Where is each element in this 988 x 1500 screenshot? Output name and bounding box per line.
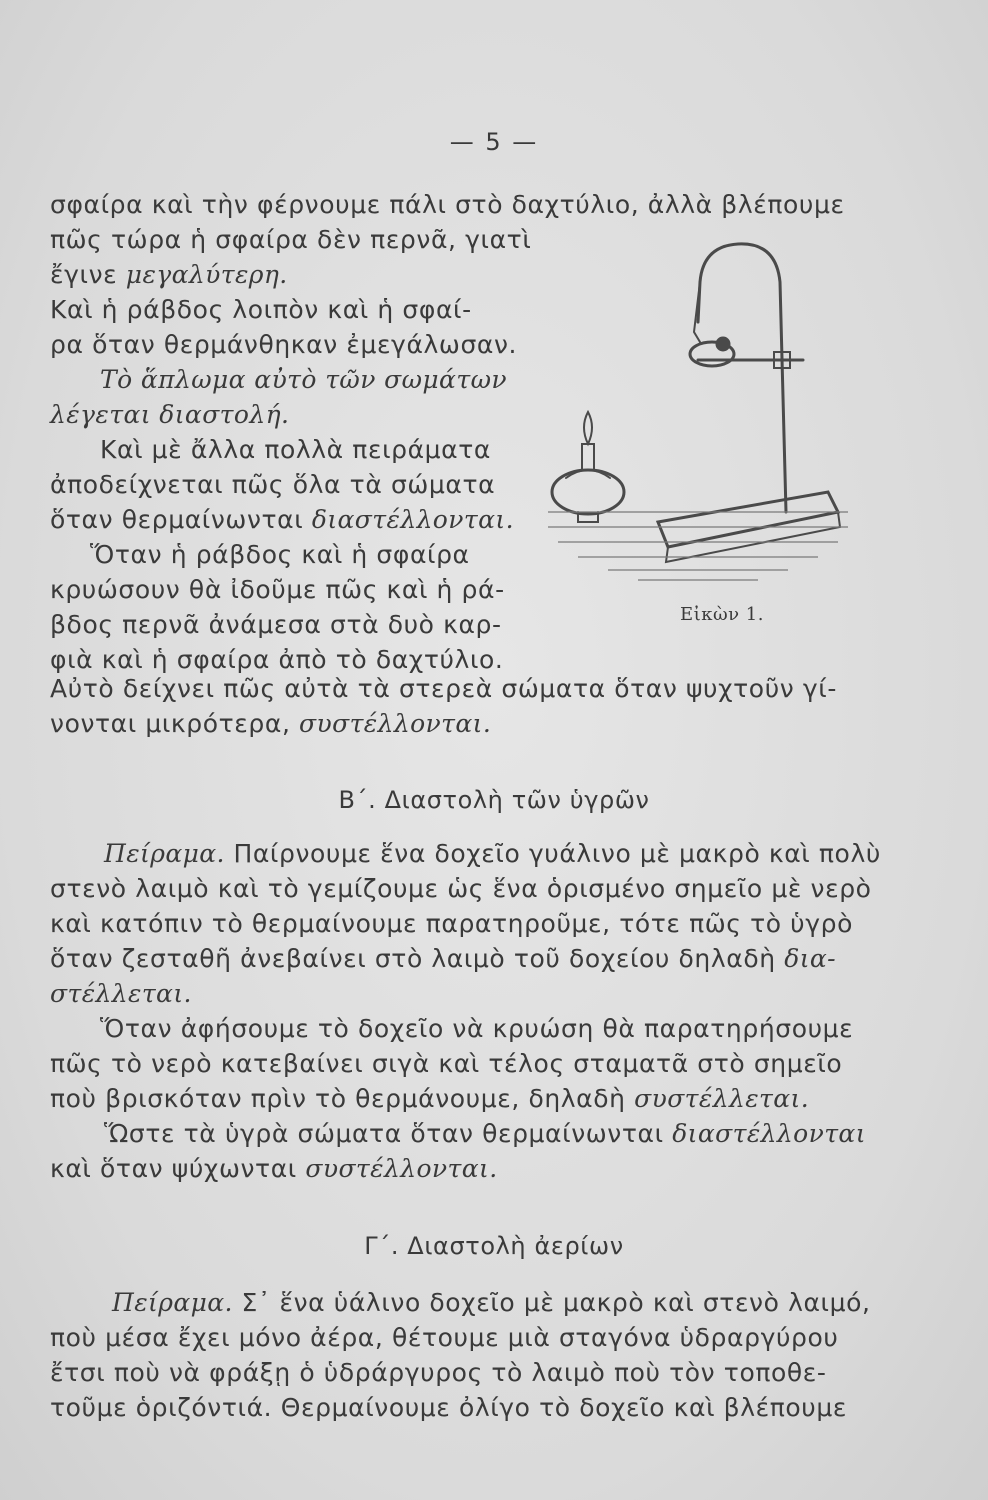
- section-heading: Γ΄. Διαστολὴ ἀερίων: [364, 1232, 624, 1260]
- italic-term: μεγαλύτερη.: [125, 260, 288, 289]
- italic-term: Πείραμα.: [112, 1288, 233, 1317]
- text-fragment: ὅταν θερμαίνωνται: [50, 505, 312, 534]
- text-line: [50, 1082, 809, 1116]
- text-line: ἀποδείχνεται πῶς ὅλα τὰ σώματα: [50, 470, 496, 499]
- text-fragment: ὅταν ζεσταθῆ ἀνεβαίνει στὸ λαιμὸ τοῦ δοχείου δηλαδὴ: [50, 944, 785, 973]
- italic-term: δια-: [784, 944, 837, 973]
- text-fragment: Παίρνουμε ἕνα δοχεῖο γυάλινο μὲ μακρὸ καὶ πολὺ: [233, 839, 881, 868]
- text-line-italic: [50, 977, 192, 1011]
- text-fragment: Ὥστε τὰ ὑγρὰ σώματα ὅταν θερμαίνωνται: [104, 1119, 673, 1148]
- figure-apparatus: [548, 222, 858, 614]
- italic-term: συστέλλεται.: [634, 1084, 810, 1113]
- text-line: πῶς τώρα ἡ σφαίρα δὲν περνᾶ, γιατὶ: [50, 225, 532, 254]
- text-line: Ὅταν ἀφήσουμε τὸ δοχεῖο νὰ κρυώση θὰ παρατηρήσουμε: [100, 1014, 854, 1043]
- text-fragment: νονται μικρότερα,: [50, 709, 300, 738]
- text-line: ρα ὅταν θερμάνθηκαν ἐμεγάλωσαν.: [50, 330, 518, 359]
- page-number: — 5 —: [449, 128, 539, 156]
- text-line: Αὐτὸ δείχνει πῶς αὐτὰ τὰ στερεὰ σώματα ὅταν ψυχτοῦν γί-: [50, 674, 837, 703]
- section-heading: Β΄. Διαστολὴ τῶν ὑγρῶν: [338, 786, 650, 814]
- text-line: στενὸ λαιμὸ καὶ τὸ γεμίζουμε ὡς ἕνα ὁρισμένο σημεῖο μὲ νερὸ: [50, 874, 872, 903]
- text-line: βδος περνᾶ ἀνάμεσα στὰ δυὸ καρ-: [50, 610, 502, 639]
- text-line: Καὶ μὲ ἄλλα πολλὰ πειράματα: [100, 435, 491, 464]
- text-line: πῶς τὸ νερὸ κατεβαίνει σιγὰ καὶ τέλος σταματᾶ στὸ σημεῖο: [50, 1049, 843, 1078]
- italic-term: συστέλλονται.: [299, 709, 492, 738]
- figure-caption: Εἰκὼν 1.: [680, 604, 764, 625]
- text-line: τοῦμε ὁριζόντιά. Θερμαίνουμε ὀλίγο τὸ δοχεῖο καὶ βλέπουμε: [50, 1393, 847, 1422]
- text-line: [50, 707, 491, 741]
- italic-term: στέλλεται.: [50, 979, 192, 1008]
- text-line: ἔτσι ποὺ νὰ φράξῃ ὁ ὑδράργυρος τὸ λαιμὸ ποὺ τὸν τοποθε-: [50, 1358, 827, 1387]
- text-line: [104, 1117, 866, 1151]
- text-line: [50, 942, 862, 976]
- italic-term: συστέλλονται.: [305, 1154, 498, 1183]
- text-line: καὶ κατόπιν τὸ θερμαίνουμε παρατηροῦμε, τότε πῶς τὸ ὑγρὸ: [50, 909, 854, 938]
- italic-term: διαστέλλονται.: [311, 505, 514, 534]
- text-line: [112, 1286, 871, 1320]
- text-line: [104, 837, 881, 871]
- text-line-italic: λέγεται διαστολή.: [50, 400, 290, 429]
- apparatus-illustration: [548, 222, 858, 614]
- text-fragment: καὶ ὅταν ψύχωνται: [50, 1154, 306, 1183]
- text-line: φιὰ καὶ ἡ σφαίρα ἀπὸ τὸ δαχτύλιο.: [50, 645, 504, 674]
- text-line: Καὶ ἡ ράβδος λοιπὸν καὶ ἡ σφαί-: [50, 295, 472, 324]
- text-fragment: ποὺ βρισκόταν πρὶν τὸ θερμάνουμε, δηλαδὴ: [50, 1084, 635, 1113]
- text-line: κρυώσουν θὰ ἰδοῦμε πῶς καὶ ἡ ρά-: [50, 575, 505, 604]
- text-fragment: ἔγινε: [50, 260, 126, 289]
- text-fragment: Σ᾽ ἕνα ὑάλινο δοχεῖο μὲ μακρὸ καὶ στενὸ λαιμό,: [241, 1288, 871, 1317]
- italic-term: Πείραμα.: [104, 839, 225, 868]
- text-line-italic: Τὸ ἅπλωμα αὐτὸ τῶν σωμάτων: [100, 365, 507, 394]
- text-line: Ὅταν ἡ ράβδος καὶ ἡ σφαίρα: [90, 540, 470, 569]
- text-line: ποὺ μέσα ἔχει μόνο ἀέρα, θέτουμε μιὰ σταγόνα ὑδραργύρου: [50, 1323, 839, 1352]
- italic-term: διαστέλλονται: [672, 1119, 866, 1148]
- text-line: [50, 1152, 498, 1186]
- text-line: [50, 503, 514, 537]
- text-line: [50, 258, 288, 292]
- text-line: σφαίρα καὶ τὴν φέρνουμε πάλι στὸ δαχτύλιο, ἀλλὰ βλέπουμε: [50, 190, 845, 219]
